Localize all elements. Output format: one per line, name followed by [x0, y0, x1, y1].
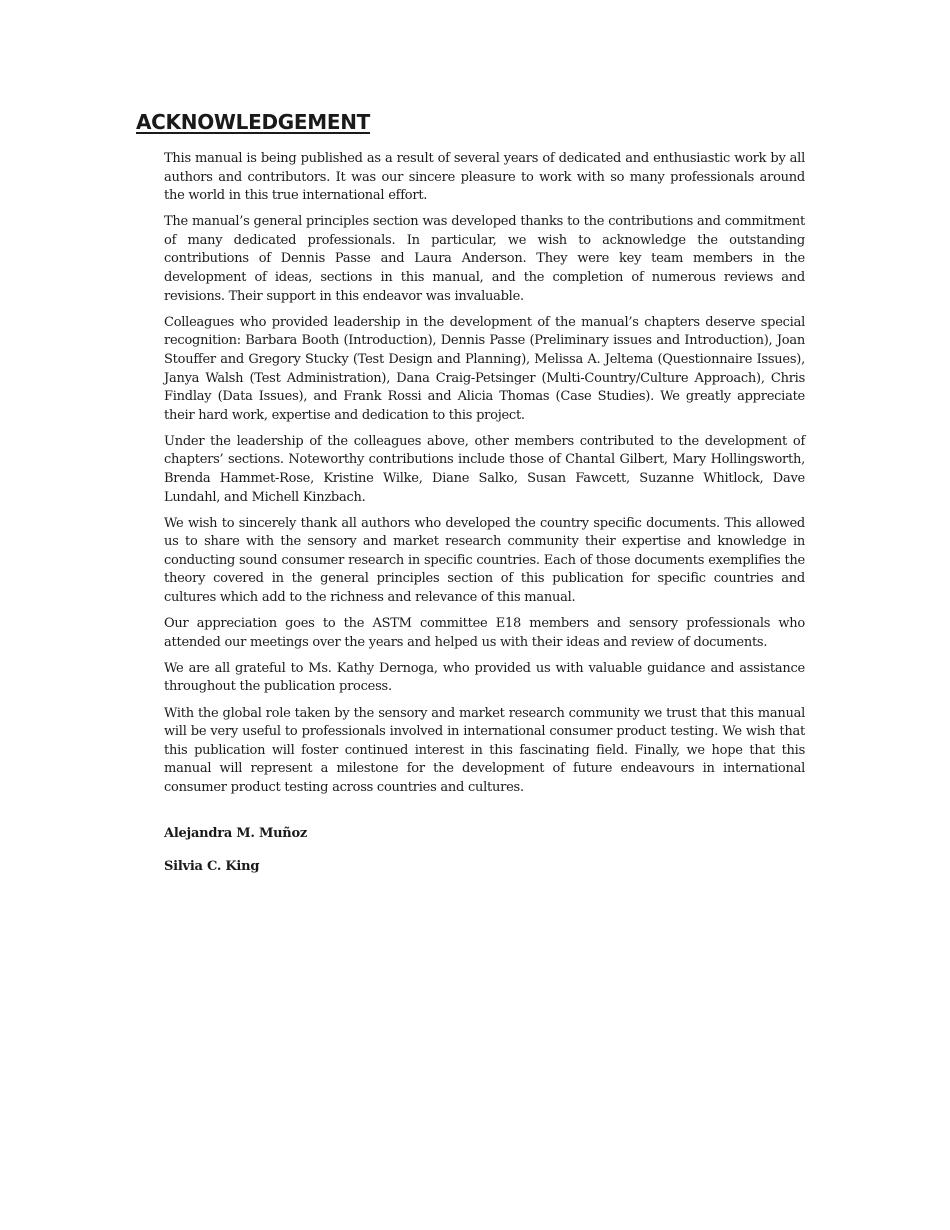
signature-block — [164, 824, 307, 890]
paragraph-chapter-leaders: Colleagues who provided leadership in the development of the manual’s chapters deserve special recognition: Barbara Booth (Introduction), Dennis Passe (Preliminary issues and Introduction), Joan Stouffer and Gregory Stucky (Test Design and Planning), Melissa A. Jeltema (Questionnaire Issues), Janya Walsh (Test Administration), Dana Craig-Petsinger (Multi-Country/Culture Approach), Chris Findlay (Data Issues), and Frank Rossi and Alicia Thomas (Case Studies). We greatly appreciate their hard work, expertise and dedication to this project. — [164, 314, 805, 423]
paragraph-astm-committee: Our appreciation goes to the ASTM committee E18 members and sensory professionals who attended our meetings over the years and helped us with their ideas and review of documents. — [164, 616, 805, 650]
paragraph-closing: With the global role taken by the sensory and market research community we trust that this manual will be very useful to professionals involved in international consumer product testing. We wish that this publication will foster continued interest in this fascinating field. Finally, we hope that this manual will represent a milestone for the development of future endeavours in international consumer product testing across countries and cultures. — [164, 705, 805, 795]
paragraph-kathy-dernoga: We are all grateful to Ms. Kathy Dernoga, who provided us with valuable guidance and assistance throughout the publication process. — [164, 660, 805, 695]
page-title: ACKNOWLEDGEMENT — [136, 110, 370, 134]
paragraph-intro: This manual is being published as a result of several years of dedicated and enthusiastic work by all authors and contributors. It was our sincere pleasure to work with so many professionals around the world in this true international effort. — [164, 151, 805, 204]
paragraph-general-principles: The manual’s general principles section was developed thanks to the contributions and commitment of many dedicated professionals. In particular, we wish to acknowledge the outstanding contributions of Dennis Passe and Laura Anderson. They were key team members in the development of ideas, sections in this manual, and the completion of numerous reviews and revisions. Their support in this endeavor was invaluable. — [164, 214, 805, 304]
paragraph-country-authors: We wish to sincerely thank all authors who developed the country specific documents. This allowed us to share with the sensory and market research community their expertise and knowledge in conducting sound consumer research in specific countries. Each of those documents exemplifies the theory covered in the general principles section of this publication for specific countries and cultures which add to the richness and relevance of this manual. — [164, 515, 805, 606]
signature-author-2: Silvia C. King — [164, 859, 260, 874]
paragraph-other-members: Under the leadership of the colleagues above, other members contributed to the development of chapters’ sections. Noteworthy contributions include those of Chantal Gilbert, Mary Hollingsworth, Brenda Hammet-Rose, Kristine Wilke, Diane Salko, Susan Fawcett, Suzanne Whitlock, Dave Lundahl, and Michell Kinzbach. — [164, 433, 805, 505]
acknowledgement-body — [164, 150, 805, 805]
signature-author-1: Alejandra M. Muñoz — [164, 826, 308, 841]
